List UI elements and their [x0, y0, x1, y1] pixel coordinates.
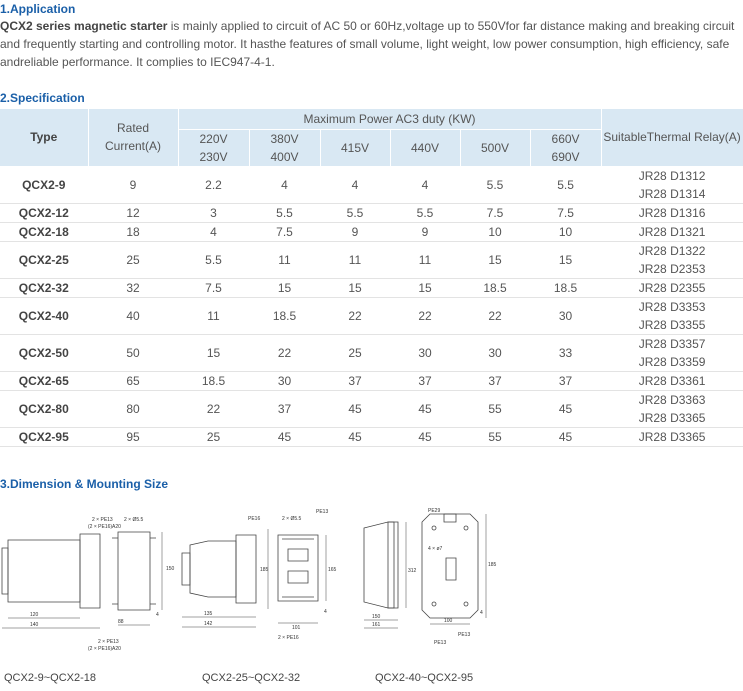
- header-voltage-line: 380V: [270, 131, 299, 146]
- cell-power: 25: [320, 334, 390, 371]
- relay-value: JR28 D1316: [638, 205, 706, 220]
- d2-width-inner-label: 135: [204, 611, 213, 617]
- d3-width-inner-label: 150: [372, 614, 381, 620]
- cell-current: 12: [88, 203, 178, 222]
- header-voltage-line: 660V: [551, 131, 580, 146]
- cell-current: 65: [88, 371, 178, 390]
- header-rated-current: [88, 109, 178, 166]
- cell-power: 4: [320, 166, 390, 203]
- cell-power: 5.5: [249, 203, 320, 222]
- relay-value: JR28 D1322: [638, 243, 706, 258]
- caption-qcx2-9-18: QCX2-9~QCX2-18: [4, 672, 97, 684]
- cell-power: 22: [390, 297, 460, 334]
- cell-current: 80: [88, 390, 178, 427]
- cell-power: 7.5: [178, 278, 249, 297]
- cell-type: QCX2-80: [0, 390, 88, 427]
- d2-height2-label: 165: [328, 567, 337, 573]
- cell-type: QCX2-65: [0, 371, 88, 390]
- specification-table: [0, 109, 743, 447]
- cell-power: 9: [320, 222, 390, 241]
- cell-relay: [601, 297, 743, 334]
- cell-relay: [601, 427, 743, 446]
- relay-value: JR28 D3365: [638, 410, 706, 425]
- specification-body: [0, 166, 743, 446]
- cell-current: 50: [88, 334, 178, 371]
- d3-pe13-label: PE13: [458, 632, 471, 638]
- table-row: [0, 334, 743, 371]
- d1-pe16b-label: (2 × PE16)A20: [88, 646, 121, 652]
- cell-power: 15: [460, 241, 530, 278]
- d2-pe16b-label: 2 × PE16: [278, 635, 299, 641]
- d1-small-label: 4: [156, 612, 159, 618]
- cell-relay: [601, 166, 743, 203]
- cell-power: 18.5: [249, 297, 320, 334]
- d1-pe16-label: (2 × PE16)A20: [88, 524, 121, 530]
- relay-value: JR28 D1321: [638, 224, 706, 239]
- relay-value: JR28 D3361: [638, 373, 706, 388]
- cell-power: 15: [390, 278, 460, 297]
- cell-power: 5.5: [530, 166, 601, 203]
- cell-power: 2.2: [178, 166, 249, 203]
- cell-current: 40: [88, 297, 178, 334]
- dimension-heading: 3.Dimension & Mounting Size: [0, 477, 169, 491]
- application-bold: QCX2 series magnetic starter: [0, 19, 168, 33]
- cell-power: 11: [320, 241, 390, 278]
- d2-mount-label: 101: [292, 625, 301, 631]
- relay-value: JR28 D2353: [638, 261, 706, 276]
- cell-power: 55: [460, 427, 530, 446]
- cell-power: 22: [249, 334, 320, 371]
- cell-current: 32: [88, 278, 178, 297]
- d2-hole-label: 2 × Ø5.5: [282, 516, 302, 522]
- header-voltage-line: 220V: [199, 131, 228, 146]
- cell-power: 37: [390, 371, 460, 390]
- header-voltage: [178, 129, 249, 166]
- cell-power: 7.5: [530, 203, 601, 222]
- cell-power: 30: [460, 334, 530, 371]
- cell-current: 25: [88, 241, 178, 278]
- cell-power: 7.5: [249, 222, 320, 241]
- cell-relay: [601, 222, 743, 241]
- header-voltage: 500V: [460, 129, 530, 166]
- d1-width-inner-label: 120: [30, 612, 39, 618]
- header-relay: SuitableThermal Relay(A): [601, 109, 743, 166]
- relay-value: JR28 D3363: [638, 392, 706, 407]
- cell-power: 4: [178, 222, 249, 241]
- cell-power: 15: [178, 334, 249, 371]
- cell-relay: [601, 241, 743, 278]
- application-paragraph: [0, 17, 743, 71]
- cell-power: 45: [530, 427, 601, 446]
- cell-relay: [601, 334, 743, 371]
- d2-height-label: 185: [260, 567, 269, 573]
- cell-power: 11: [178, 297, 249, 334]
- cell-power: 55: [460, 390, 530, 427]
- cell-power: 18.5: [178, 371, 249, 390]
- cell-type: QCX2-9: [0, 166, 88, 203]
- d2-pe13-label: PE13: [316, 509, 329, 515]
- cell-current: 9: [88, 166, 178, 203]
- application-heading: 1.Application: [0, 2, 76, 16]
- relay-value: JR28 D3365: [638, 429, 706, 444]
- cell-power: 45: [390, 427, 460, 446]
- relay-value: JR28 D3359: [638, 354, 706, 369]
- table-row: [0, 297, 743, 334]
- application-text: is mainly applied to circuit of AC 50 or 60Hz,voltage up to 550Vfor far distance making and breaking circuit and frequently starting and controlling motor. It hasthe features of small volume, light weight, low power consumption, high efficiency, safe andreliable performance. It complies to IEC947-4-1.: [0, 19, 735, 69]
- cell-power: 37: [530, 371, 601, 390]
- cell-power: 22: [460, 297, 530, 334]
- cell-type: QCX2-25: [0, 241, 88, 278]
- cell-power: 15: [320, 278, 390, 297]
- header-voltage: [249, 129, 320, 166]
- table-row: [0, 427, 743, 446]
- cell-power: 30: [249, 371, 320, 390]
- cell-type: QCX2-40: [0, 297, 88, 334]
- drawing-qcx2-9-18: [0, 510, 175, 660]
- cell-power: 9: [390, 222, 460, 241]
- cell-power: 10: [530, 222, 601, 241]
- d3-mount-label: 100: [444, 618, 453, 624]
- cell-power: 22: [320, 297, 390, 334]
- relay-value: JR28 D2355: [638, 280, 706, 295]
- cell-power: 25: [178, 427, 249, 446]
- d2-small-label: 4: [324, 609, 327, 615]
- d1-pe13-label: 2 × PE13: [92, 517, 113, 523]
- relay-value: JR28 D3357: [638, 336, 706, 351]
- cell-power: 33: [530, 334, 601, 371]
- table-row: [0, 166, 743, 203]
- cell-power: 5.5: [390, 203, 460, 222]
- header-voltage-line: 400V: [270, 149, 299, 164]
- header-rated-line1: Rated: [116, 121, 150, 136]
- specification-heading: 2.Specification: [0, 91, 85, 105]
- cell-power: 45: [390, 390, 460, 427]
- d1-mount-label: 88: [118, 619, 124, 625]
- cell-power: 30: [530, 297, 601, 334]
- drawing-qcx2-25-32: [178, 505, 348, 660]
- cell-power: 37: [249, 390, 320, 427]
- cell-power: 4: [390, 166, 460, 203]
- header-rated-line2: Current(A): [104, 139, 161, 154]
- cell-type: QCX2-12: [0, 203, 88, 222]
- cell-type: QCX2-18: [0, 222, 88, 241]
- relay-value: JR28 D3355: [638, 317, 706, 332]
- relay-value: JR28 D3353: [638, 299, 706, 314]
- cell-power: 18.5: [530, 278, 601, 297]
- d3-pe29-label: PE29: [428, 508, 441, 514]
- cell-power: 18.5: [460, 278, 530, 297]
- cell-relay: [601, 390, 743, 427]
- d3-height-label: 312: [408, 568, 417, 574]
- cell-power: 37: [460, 371, 530, 390]
- cell-power: 15: [249, 278, 320, 297]
- cell-power: 45: [320, 427, 390, 446]
- table-row: [0, 241, 743, 278]
- cell-power: 45: [530, 390, 601, 427]
- relay-value: JR28 D1314: [638, 186, 706, 201]
- table-row: [0, 371, 743, 390]
- cell-power: 7.5: [460, 203, 530, 222]
- d3-pe13b-label: PE13: [434, 640, 447, 646]
- cell-power: 4: [249, 166, 320, 203]
- d3-small-label: 4: [480, 610, 483, 616]
- cell-current: 95: [88, 427, 178, 446]
- table-row: [0, 203, 743, 222]
- cell-power: 11: [249, 241, 320, 278]
- cell-type: QCX2-32: [0, 278, 88, 297]
- cell-power: 45: [249, 427, 320, 446]
- drawing-qcx2-40-95: [358, 500, 508, 660]
- header-type: Type: [0, 109, 88, 166]
- d1-width-outer-label: 140: [30, 622, 39, 628]
- cell-type: QCX2-50: [0, 334, 88, 371]
- cell-power: 5.5: [178, 241, 249, 278]
- cell-power: 22: [178, 390, 249, 427]
- header-voltage: [530, 129, 601, 166]
- cell-power: 45: [320, 390, 390, 427]
- cell-relay: [601, 371, 743, 390]
- cell-power: 15: [530, 241, 601, 278]
- header-voltage: 415V: [320, 129, 390, 166]
- cell-relay: [601, 278, 743, 297]
- header-max-power: Maximum Power AC3 duty (KW): [178, 109, 601, 129]
- cell-type: QCX2-95: [0, 427, 88, 446]
- cell-power: 10: [460, 222, 530, 241]
- d1-hole-label: 2 × Ø5.5: [124, 517, 144, 523]
- cell-power: 37: [320, 371, 390, 390]
- header-voltage-line: 690V: [551, 149, 580, 164]
- cell-power: 30: [390, 334, 460, 371]
- d2-width-outer-label: 142: [204, 621, 213, 627]
- cell-power: 3: [178, 203, 249, 222]
- cell-power: 5.5: [460, 166, 530, 203]
- d3-width-outer-label: 161: [372, 622, 381, 628]
- cell-power: 5.5: [320, 203, 390, 222]
- table-row: [0, 390, 743, 427]
- caption-qcx2-25-32: QCX2-25~QCX2-32: [202, 672, 301, 684]
- d1-height-label: 150: [166, 566, 175, 572]
- caption-qcx2-40-95: QCX2-40~QCX2-95: [375, 672, 474, 684]
- header-voltage-line: 230V: [199, 149, 228, 164]
- relay-value: JR28 D1312: [638, 168, 706, 183]
- d2-pe16-label: PE16: [248, 516, 261, 522]
- d3-hole-label: 4 × ø7: [428, 546, 443, 552]
- d3-height2-label: 185: [488, 562, 497, 568]
- header-voltage: 440V: [390, 129, 460, 166]
- table-row: [0, 278, 743, 297]
- cell-relay: [601, 203, 743, 222]
- cell-power: 11: [390, 241, 460, 278]
- d1-pe13b-label: 2 × PE13: [98, 639, 119, 645]
- table-row: [0, 222, 743, 241]
- cell-current: 18: [88, 222, 178, 241]
